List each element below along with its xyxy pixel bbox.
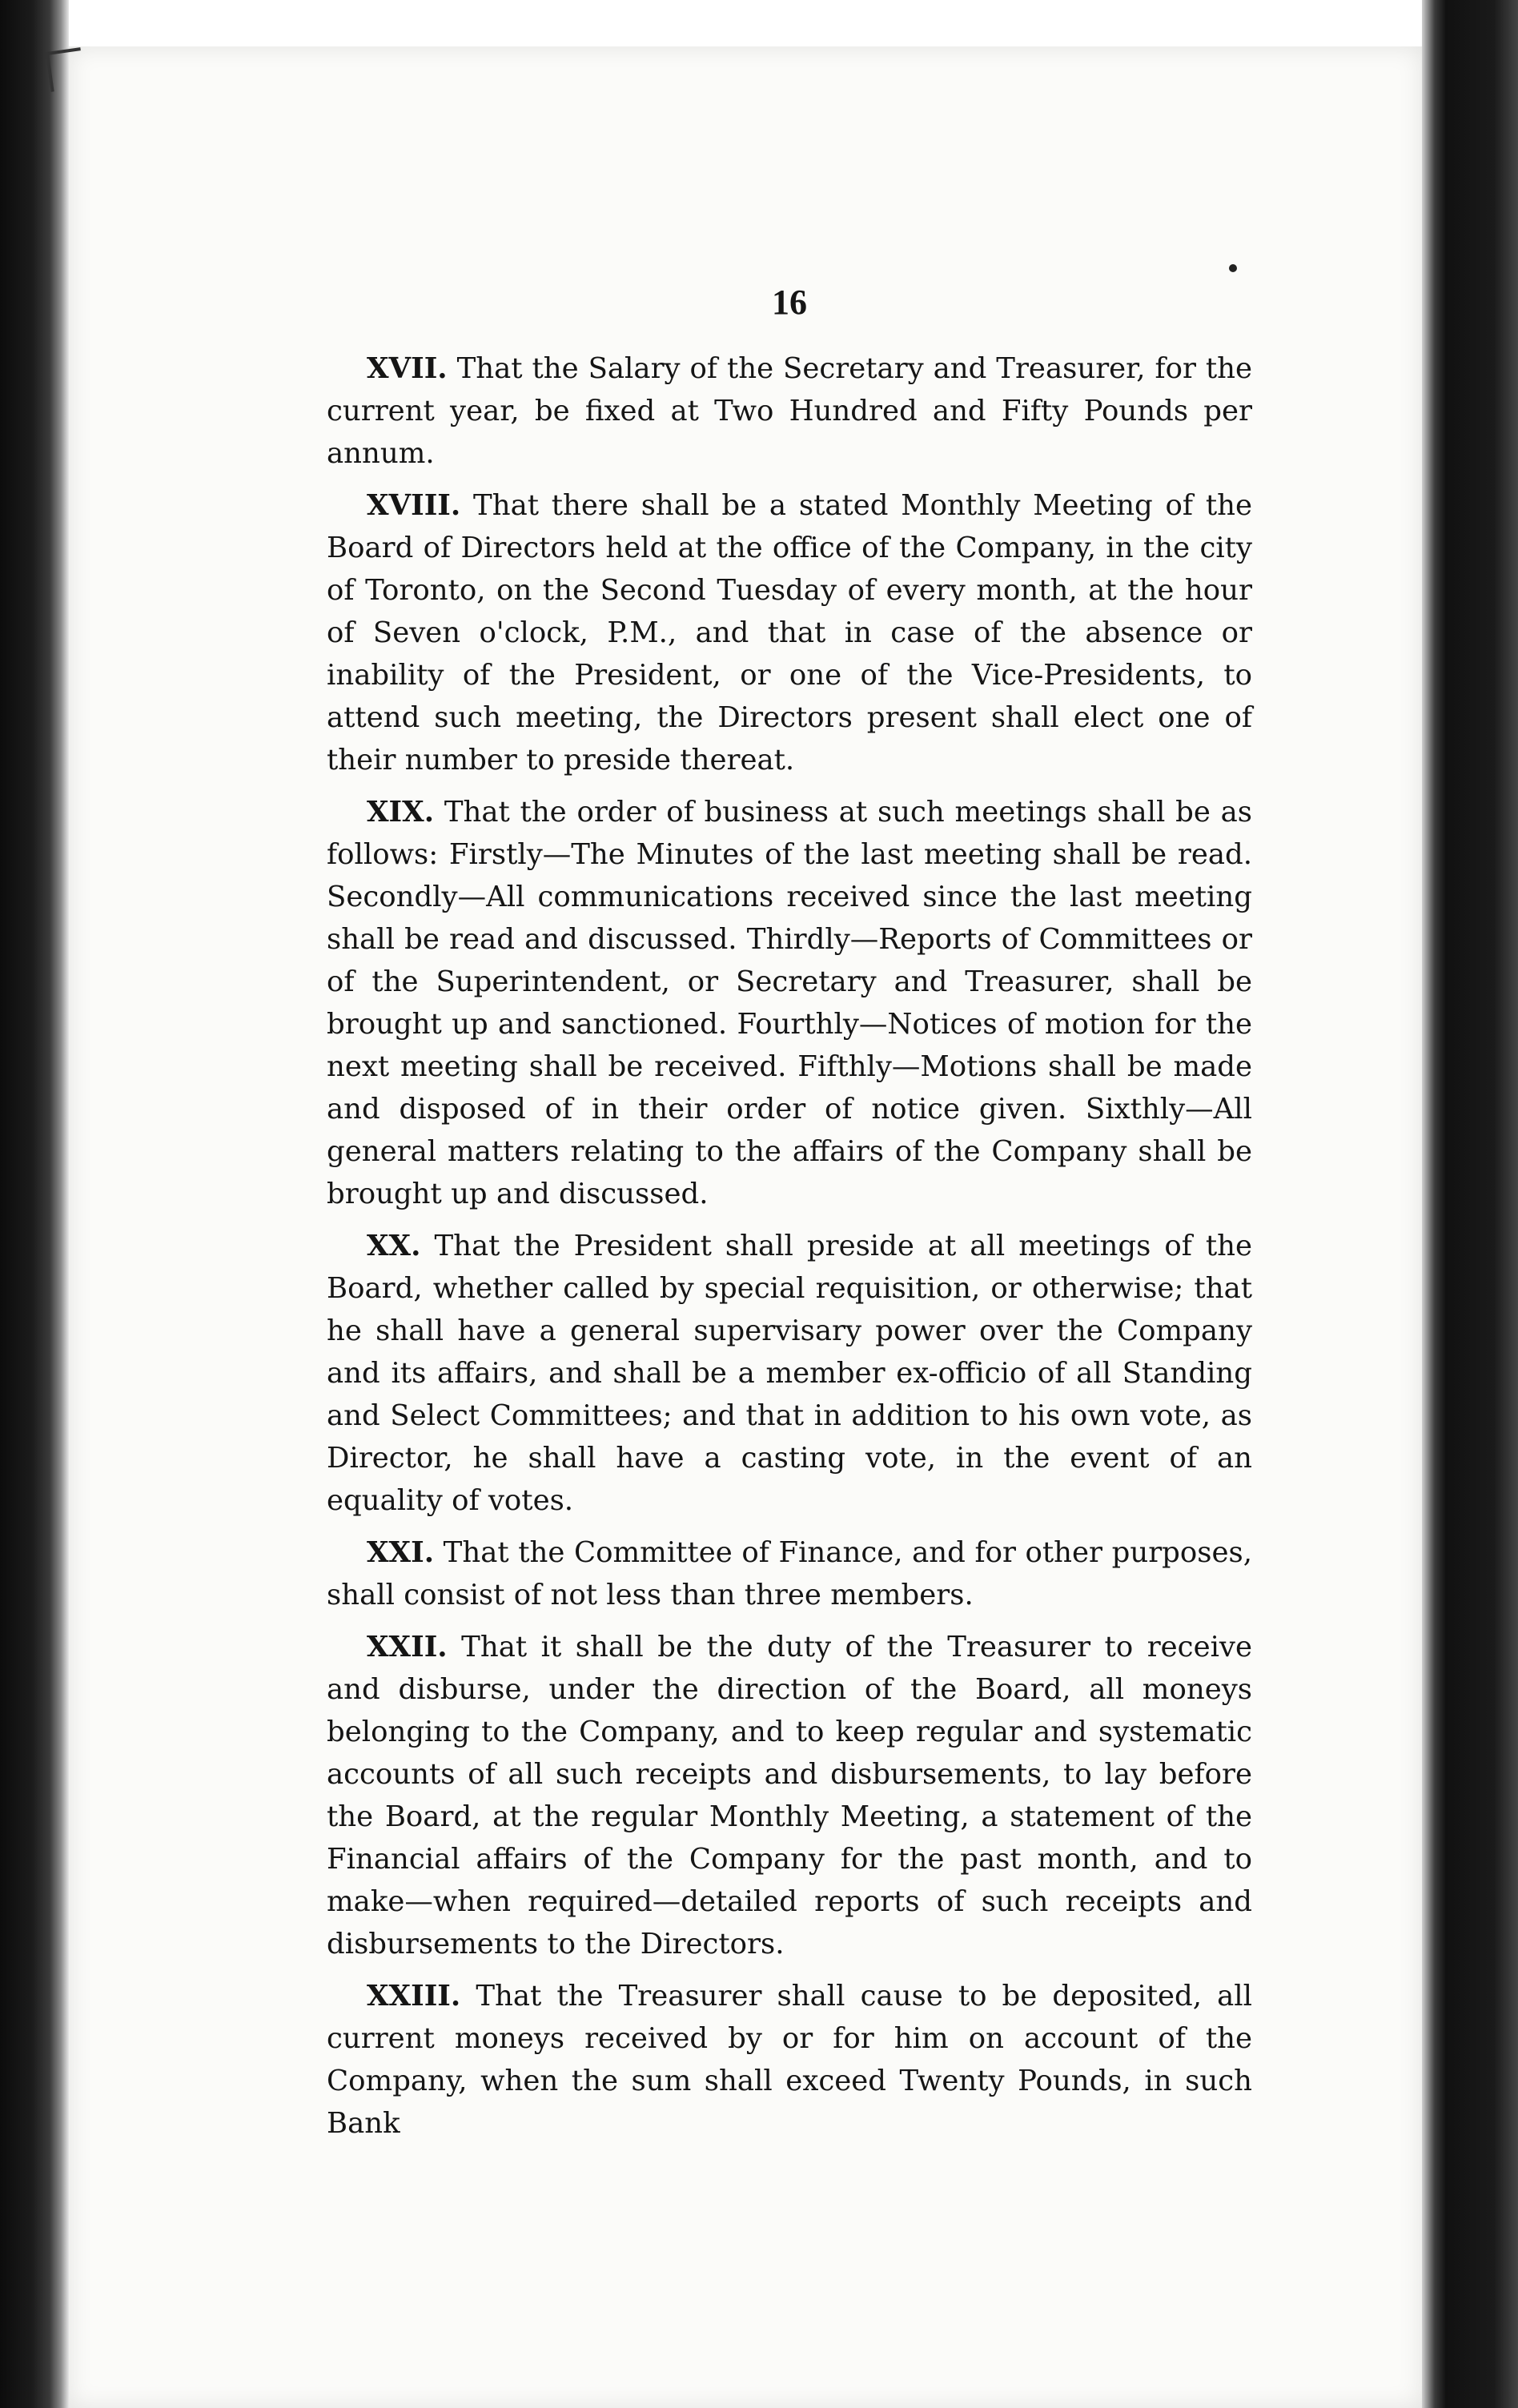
page-number: 16 (772, 283, 807, 322)
page-corner-mark (46, 47, 86, 92)
ink-speck (1229, 264, 1237, 272)
paragraph-text: That there shall be a stated Monthly Meeting of the Board of Directors held at the office of the Company, in the city of Toronto, on the Second Tuesday of every month, at the hour of Seven o'clock, P.M., and that in case of the absence or inability of the President, or one of the Vice-Presidents, to attend such meeting, the Directors present shall elect one of their number to preside thereat. (327, 489, 1252, 777)
paragraph-number: XXII. (367, 1631, 448, 1664)
paragraph-number: XVIII. (367, 489, 461, 522)
paragraph-xvii (327, 347, 1252, 475)
paragraph-text: That the President shall preside at all meetings of the Board, whether called by special requisition, or otherwise; that he shall have a general supervisary power over the Company and its affairs, and shall be a member ex-officio of all Standing and Select Committees; and that in addition to his own vote, as Director, he shall have a casting vote, in the event of an equality of votes. (327, 1230, 1252, 1517)
paragraph-number: XXIII. (367, 1980, 461, 2013)
paragraph-text: That the Treasurer shall cause to be deposited, all current moneys received by or for him on account of the Company, when the sum shall exceed Twenty Pounds, in such Bank (327, 1980, 1252, 2140)
text-block (327, 280, 1252, 2154)
paragraph-number: XIX. (367, 796, 435, 829)
paragraph-xxiii (327, 1975, 1252, 2145)
paragraph-xxi (327, 1531, 1252, 1616)
paragraph-text: That the Salary of the Secretary and Treasurer, for the current year, be fixed at Two Hundred and Fifty Pounds per annum. (327, 352, 1252, 470)
paragraph-number: XX. (367, 1230, 421, 1262)
paragraph-text: That it shall be the duty of the Treasurer to receive and disburse, under the direction of the Board, all moneys belonging to the Company, and to keep regular and systematic accounts of all such receipts and disbursements, to lay before the Board, at the regular Monthly Meeting, a statement of the Financial affairs of the Company for the past month, and to make—when required—detailed reports of such receipts and disbursements to the Directors. (327, 1631, 1252, 1961)
paragraph-xix (327, 791, 1252, 1215)
paragraph-number: XXI. (367, 1536, 435, 1569)
paragraph-number: XVII. (367, 352, 448, 385)
paragraph-xxii (327, 1626, 1252, 1965)
paragraph-text: That the order of business at such meetings shall be as follows: Firstly—The Minutes of the last meeting shall be read. Secondly—All communications received since the last meeting shall be read and discussed. Thirdly—Reports of Committees or of the Superintendent, or Secretary and Treasurer, shall be brought up and sanctioned. Fourthly—Notices of motion for the next meeting shall be received. Fifthly—Motions shall be made and disposed of in their order of notice given. Sixthly—All general matters relating to the affairs of the Company shall be brought up and discussed. (327, 796, 1252, 1210)
paragraph-xx (327, 1225, 1252, 1522)
paragraph-xviii (327, 484, 1252, 781)
gutter-edge-right (1422, 0, 1518, 2408)
binding-edge-left (0, 0, 69, 2408)
paragraph-text: That the Committee of Finance, and for other purposes, shall consist of not less than three members. (327, 1536, 1252, 1611)
